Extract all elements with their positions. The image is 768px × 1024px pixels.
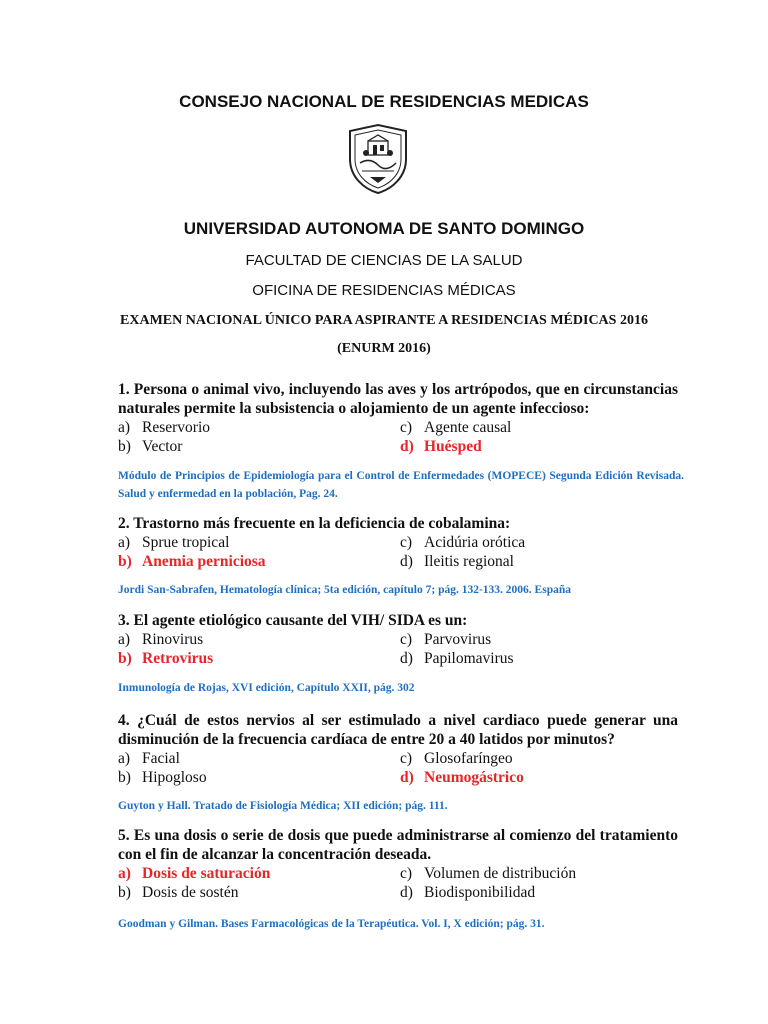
- option-text: Anemia perniciosa: [142, 553, 266, 570]
- option-c: [400, 418, 678, 437]
- option-a-correct: [118, 864, 400, 883]
- option-text: Sprue tropical: [142, 534, 230, 551]
- option-text: Vector: [142, 438, 183, 455]
- question-1: [118, 380, 678, 456]
- option-text: Acidúria orótica: [424, 534, 526, 551]
- option-b: [118, 768, 400, 787]
- options-list: [118, 749, 678, 787]
- exam-code: (ENURM 2016): [337, 341, 431, 356]
- option-text: Volumen de distribución: [424, 865, 577, 882]
- option-text: Papilomavirus: [424, 650, 514, 667]
- option-text: Neumogástrico: [424, 769, 524, 786]
- option-d: [400, 552, 678, 571]
- option-letter: d): [400, 438, 414, 455]
- question-2: [118, 514, 678, 571]
- office-heading: OFICINA DE RESIDENCIAS MÉDICAS: [252, 282, 516, 299]
- option-letter: d): [400, 650, 413, 667]
- council-heading: CONSEJO NACIONAL DE RESIDENCIAS MEDICAS: [179, 92, 589, 111]
- question-text: 5. Es una dosis o serie de dosis que puede administrarse al comienzo del tratamiento con el fin de alcanzar la concentración deseada.: [118, 827, 678, 863]
- option-d-correct: [400, 768, 678, 787]
- option-c: [400, 630, 678, 649]
- option-a: [118, 533, 400, 552]
- question-text: 1. Persona o animal vivo, incluyendo las aves y los artrópodos, que en circunstancias naturales permite la subsistencia o alojamiento de un agente infeccioso:: [118, 381, 678, 417]
- exam-title: EXAMEN NACIONAL ÚNICO PARA ASPIRANTE A RESIDENCIAS MÉDICAS 2016: [120, 313, 648, 328]
- option-b: [118, 437, 400, 456]
- question-4: [118, 711, 678, 787]
- option-a: [118, 749, 400, 768]
- option-letter: b): [118, 438, 131, 455]
- university-seal-icon: [346, 123, 410, 195]
- question-text: 2. Trastorno más frecuente en la deficiencia de cobalamina:: [118, 515, 511, 532]
- option-a: [118, 630, 400, 649]
- option-letter: d): [400, 884, 413, 901]
- faculty-heading: FACULTAD DE CIENCIAS DE LA SALUD: [245, 252, 523, 269]
- option-c: [400, 749, 678, 768]
- university-heading: UNIVERSIDAD AUTONOMA DE SANTO DOMINGO: [183, 219, 585, 238]
- option-d: [400, 883, 678, 902]
- reference-5: Goodman y Gilman. Bases Farmacológicas de la Terapéutica. Vol. I, X edición; pág. 31.: [118, 918, 545, 930]
- option-letter: c): [400, 534, 413, 551]
- option-letter: c): [400, 631, 413, 648]
- option-text: Glosofaríngeo: [424, 750, 513, 767]
- option-b-correct: [118, 552, 400, 571]
- option-text: Parvovirus: [424, 631, 492, 648]
- option-text: Rinovirus: [142, 631, 204, 648]
- option-a: [118, 418, 400, 437]
- option-letter: b): [118, 650, 132, 667]
- option-text: Retrovirus: [142, 650, 214, 667]
- options-list: [118, 630, 678, 668]
- option-c: [400, 533, 678, 552]
- reference-2: Jordi San-Sabrafen, Hematología clínica; 5ta edición, capítulo 7; pág. 132-133. 2006. España: [118, 584, 571, 596]
- option-letter: c): [400, 865, 413, 882]
- options-list: [118, 533, 678, 571]
- option-letter: d): [400, 769, 414, 786]
- option-b: [118, 883, 400, 902]
- option-letter: c): [400, 750, 413, 767]
- option-text: Reservorio: [142, 419, 211, 436]
- option-letter: a): [118, 419, 131, 436]
- option-letter: b): [118, 884, 131, 901]
- reference-3: Inmunología de Rojas, XVI edición, Capítulo XXII, pág. 302: [118, 682, 415, 694]
- options-list: [118, 418, 678, 456]
- option-text: Huésped: [424, 438, 482, 455]
- option-d: [400, 649, 678, 668]
- option-text: Dosis de saturación: [142, 865, 271, 882]
- option-text: Hipogloso: [142, 769, 207, 786]
- option-c: [400, 864, 678, 883]
- option-letter: c): [400, 419, 413, 436]
- reference-4: Guyton y Hall. Tratado de Fisiología Médica; XII edición; pág. 111.: [118, 800, 448, 812]
- question-text: 3. El agente etiológico causante del VIH/ SIDA es un:: [118, 612, 468, 629]
- option-d-correct: [400, 437, 678, 456]
- reference-1: Módulo de Principios de Epidemiología para el Control de Enfermedades (MOPECE) Segunda Edición Revisada. Salud y enfermedad en la población, Pag. 24.: [118, 470, 684, 500]
- option-letter: a): [118, 865, 131, 882]
- question-text: 4. ¿Cuál de estos nervios al ser estimulado a nivel cardiaco puede generar una disminución de la frecuencia cardíaca de entre 20 a 40 latidos por minutos?: [118, 712, 678, 748]
- option-letter: b): [118, 553, 132, 570]
- option-letter: d): [400, 553, 413, 570]
- option-text: Facial: [142, 750, 180, 767]
- question-3: [118, 611, 678, 668]
- option-text: Biodisponibilidad: [424, 884, 536, 901]
- option-text: Dosis de sostén: [142, 884, 239, 901]
- option-letter: a): [118, 750, 131, 767]
- question-5: [118, 826, 678, 902]
- option-b-correct: [118, 649, 400, 668]
- option-letter: b): [118, 769, 131, 786]
- option-text: Agente causal: [424, 419, 512, 436]
- option-letter: a): [118, 534, 131, 551]
- option-letter: a): [118, 631, 131, 648]
- options-list: [118, 864, 678, 902]
- option-text: Ileitis regional: [424, 553, 514, 570]
